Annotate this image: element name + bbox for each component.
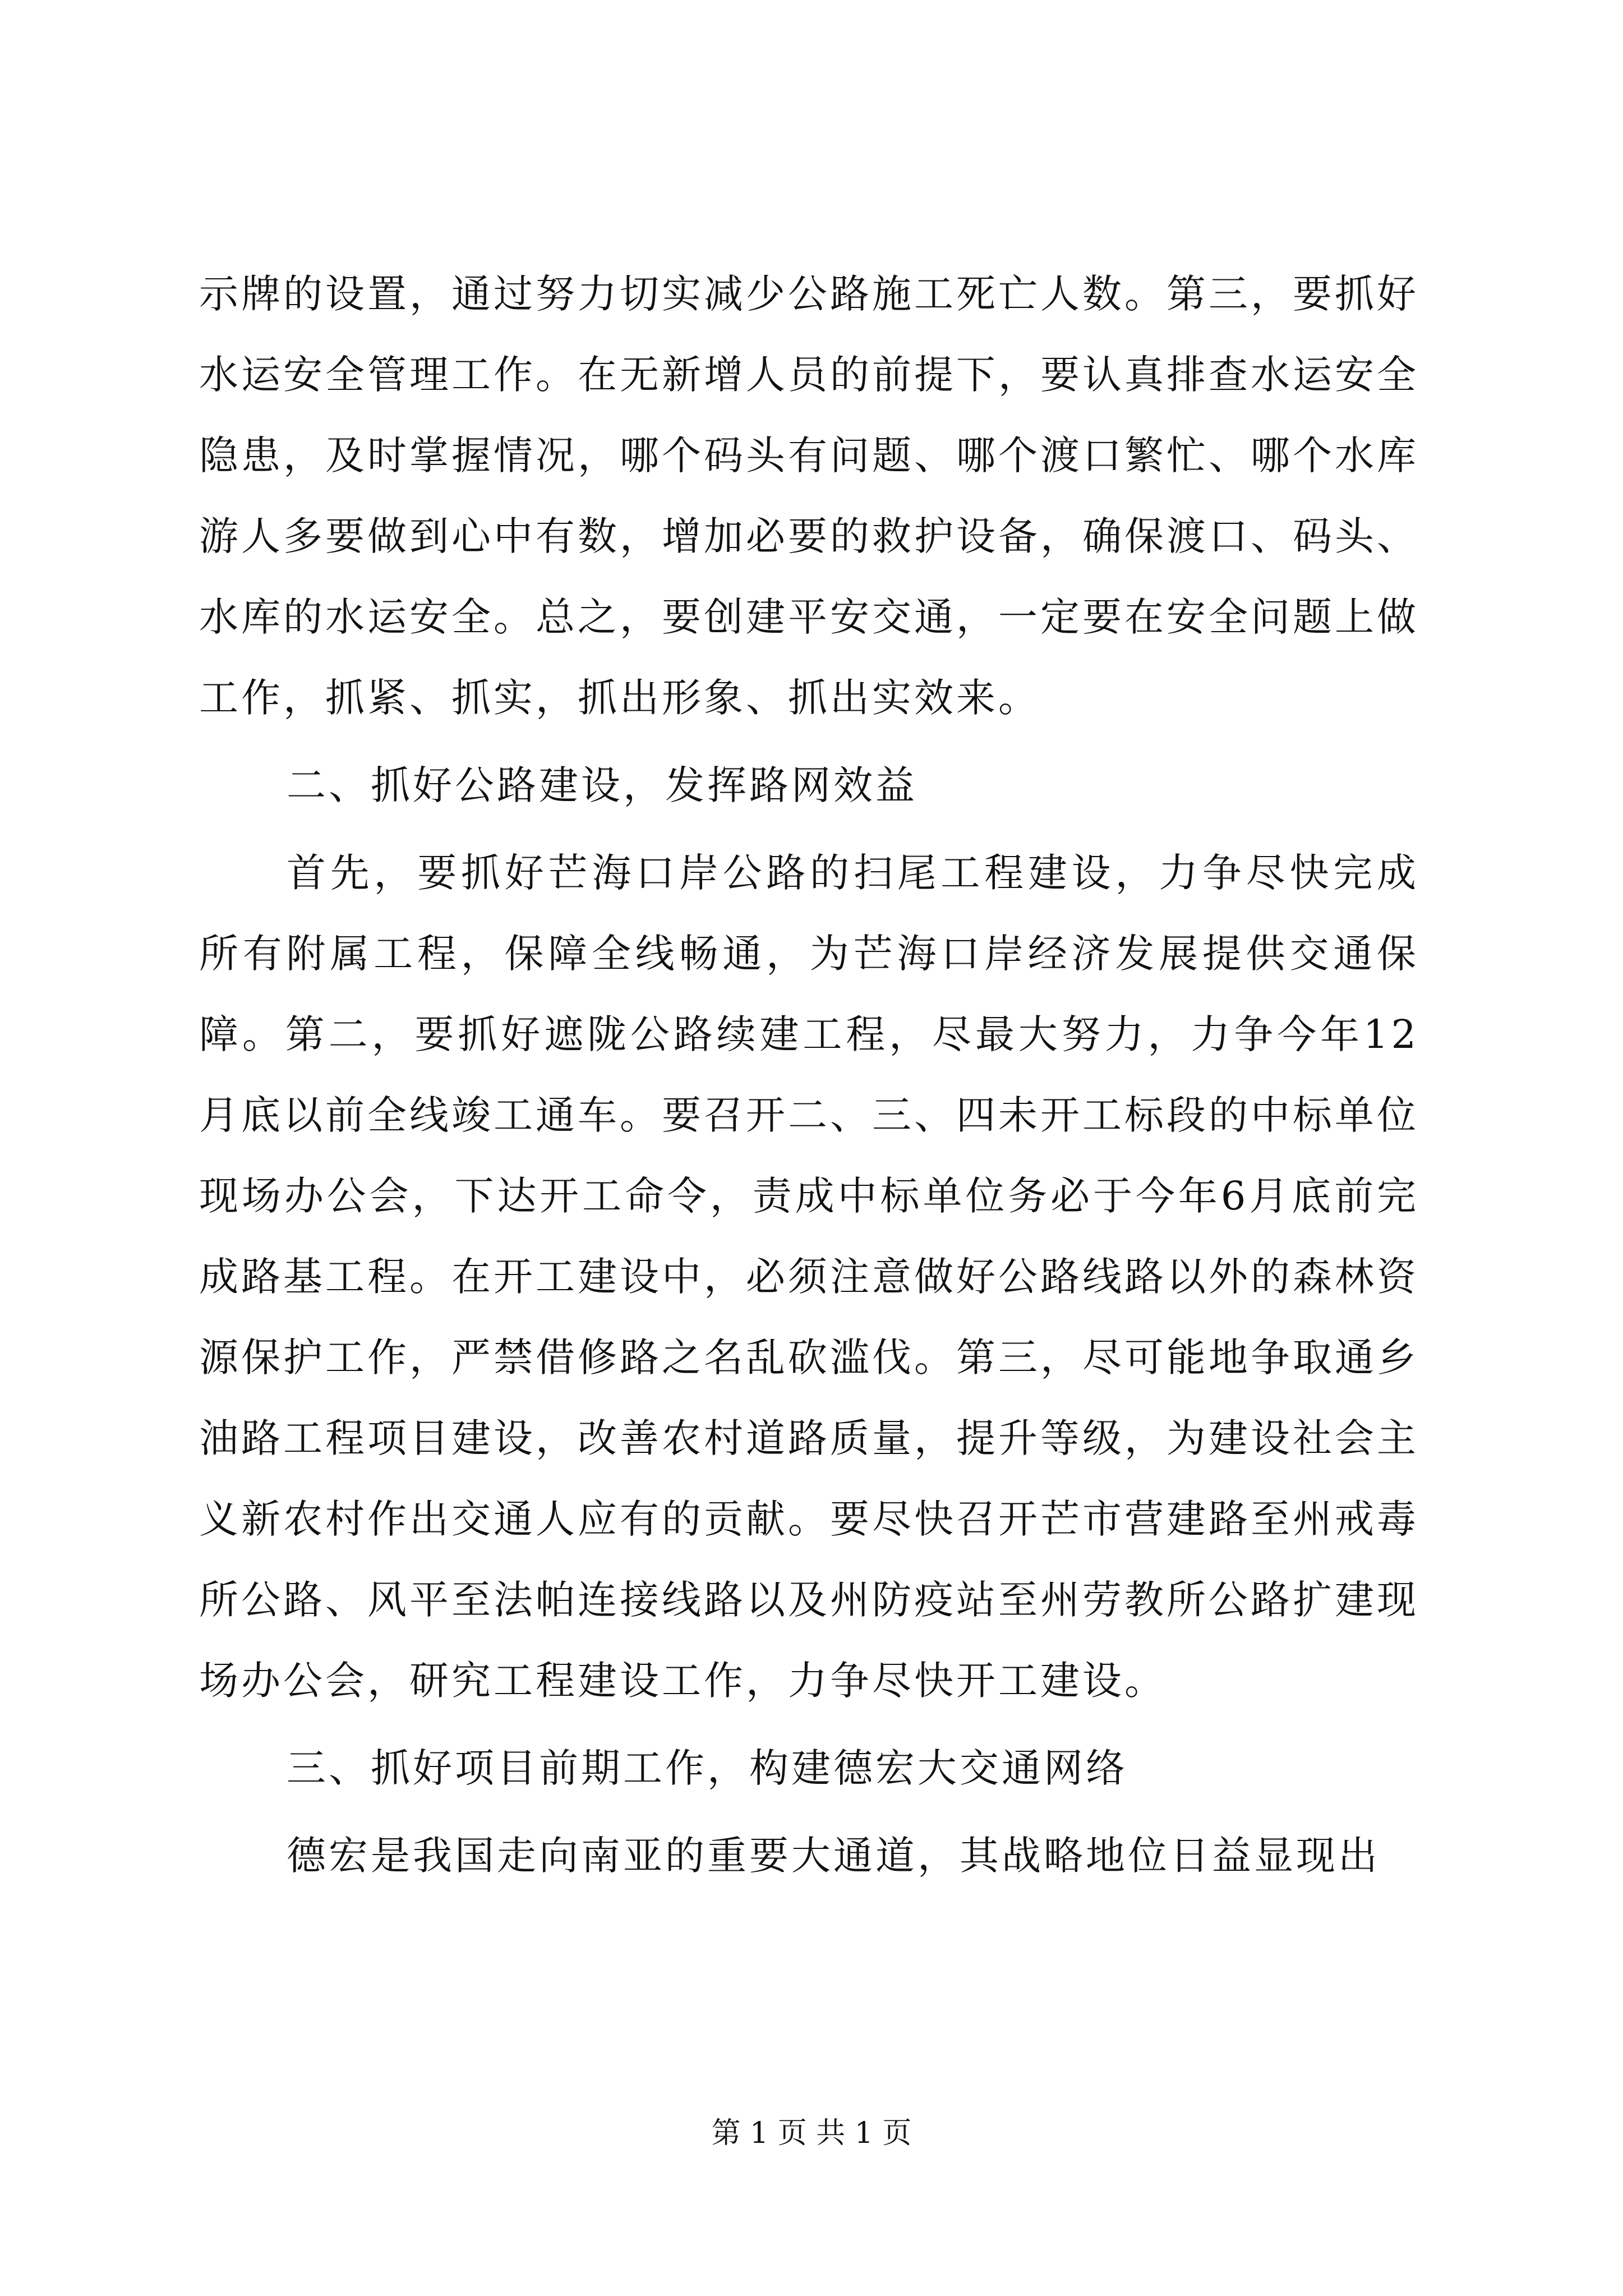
paragraph-2: 首先，要抓好芒海口岸公路的扫尾工程建设，力争尽快完成所有附属工程，保障全线畅通，为芒海口岸经济发展提供交通保障。第二，要抓好遮陇公路续建工程，尽最大努力，力争今年12月底以前全线竣工通车。要召开二、三、四未开工标段的中标单位现场办公会，下达开工命令，责成中标单位务必于今年6月底前完成路基工程。在开工建设中，必须注意做好公路线路以外的森林资源保护工作，严禁借修路之名乱砍滥伐。第三，尽可能地争取通乡油路工程项目建设，改善农村道路质量，提升等级，为建设社会主义新农村作出交通人应有的贡献。要尽快召开芒市营建路至州戒毒所公路、风平至法帕连接线路以及州防疫站至州劳教所公路扩建现场办公会，研究工程建设工作，力争尽快开工建设。 xyxy=(199,850,1419,1704)
section-heading-3: 三、抓好项目前期工作，构建德宏大交通网络 xyxy=(287,1745,1128,1791)
page-footer: 第 1 页 共 1 页 xyxy=(711,2116,912,2150)
paragraph-1: 示牌的设置，通过努力切实减少公路施工死亡人数。第三，要抓好水运安全管理工作。在无新增人员的前提下，要认真排查水运安全隐患，及时掌握情况，哪个码头有问题、哪个渡口繁忙、哪个水库游人多要做到心中有数，增加必要的救护设备，确保渡口、码头、水库的水运安全。总之，要创建平安交通，一定要在安全问题上做工作，抓紧、抓实，抓出形象、抓出实效来。 xyxy=(199,271,1419,721)
paragraph-3: 德宏是我国走向南亚的重要大通道，其战略地位日益显现出 xyxy=(287,1833,1380,1879)
document-body xyxy=(199,254,1419,1896)
section-heading-2: 二、抓好公路建设，发挥路网效益 xyxy=(287,762,917,808)
